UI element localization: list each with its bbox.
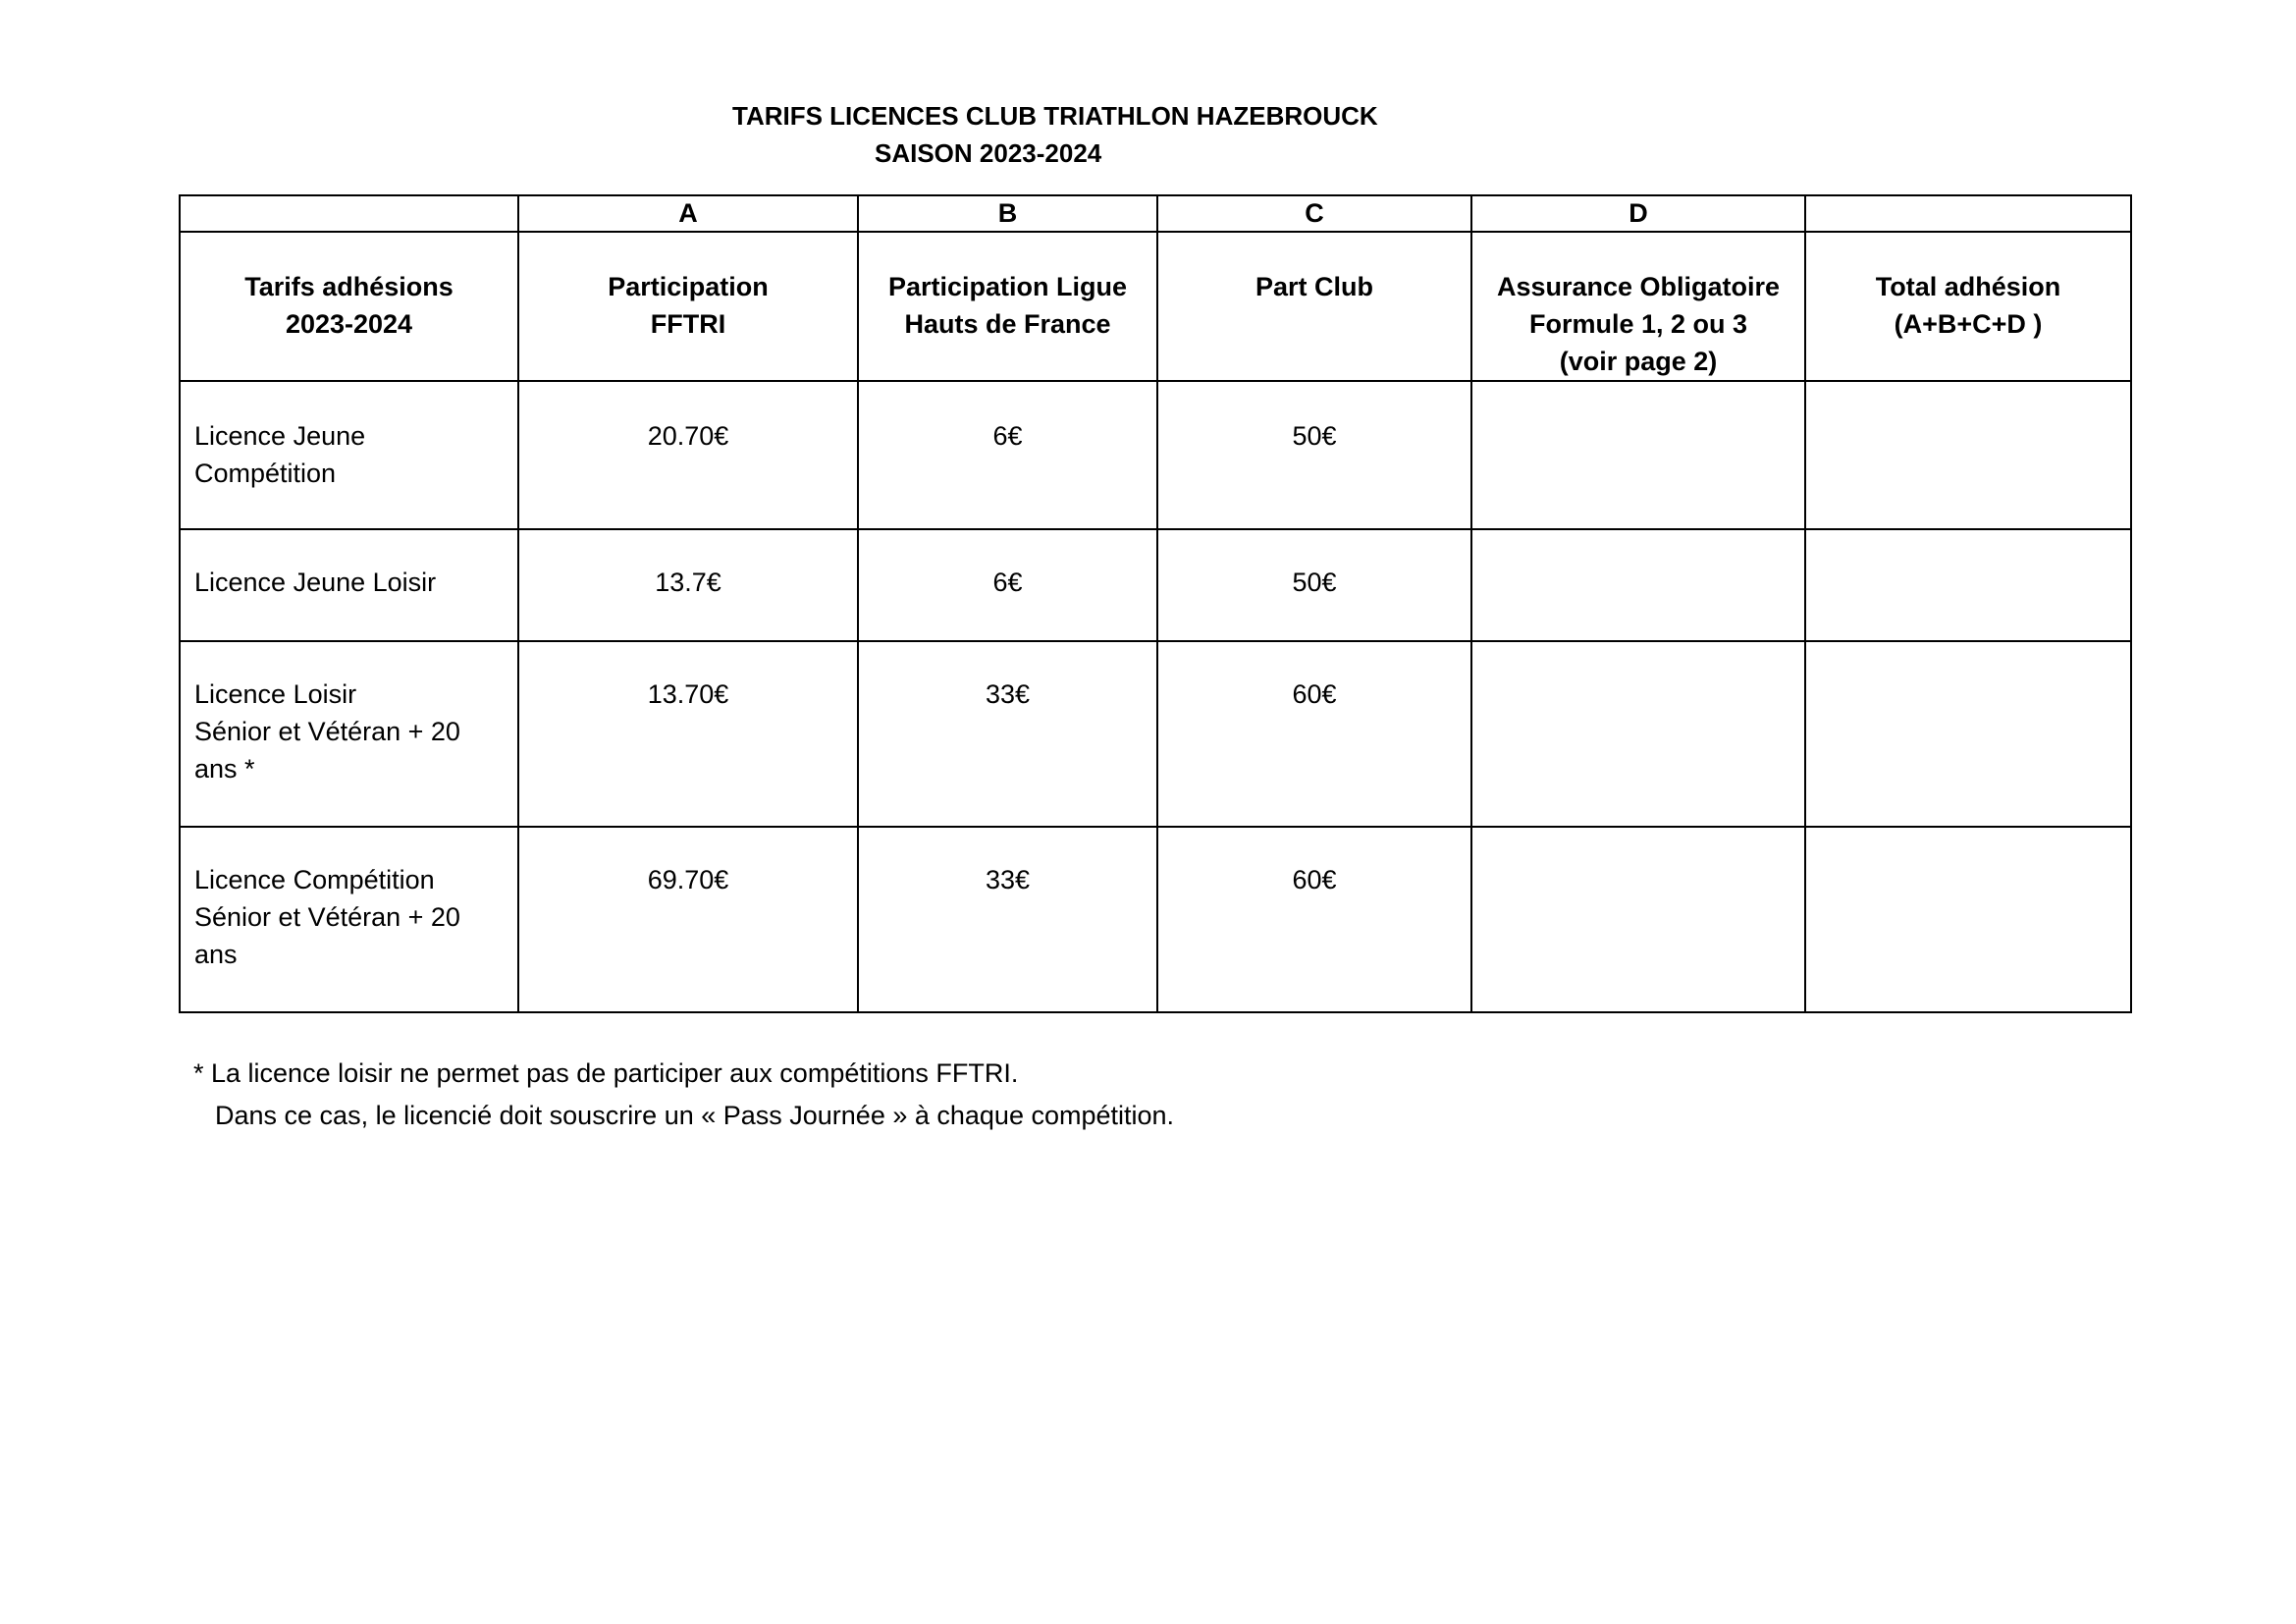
table-row (180, 529, 2131, 641)
page-title: TARIFS LICENCES CLUB TRIATHLON HAZEBROUCK (732, 101, 1378, 131)
row-label-line: Licence Jeune Loisir (194, 568, 437, 597)
cell-fftri: 69.70€ (518, 827, 858, 1012)
column-letter-cell: B (858, 195, 1157, 232)
cell-ligue: 6€ (858, 529, 1157, 641)
header-line: Part Club (1255, 272, 1373, 301)
footnote-continuation: Dans ce cas, le licencié doit souscrire un « Pass Journée » à chaque compétition. (215, 1101, 1175, 1130)
cell-club: 60€ (1157, 641, 1471, 827)
header-line: Participation Ligue (887, 272, 1128, 301)
cell-assurance (1471, 381, 1805, 529)
row-label-line: ans * (194, 754, 255, 784)
tarifs-table (179, 194, 2132, 1013)
cell-club: 60€ (1157, 827, 1471, 1012)
column-header-fftri (518, 232, 858, 381)
header-line: Hauts de France (904, 309, 1111, 339)
column-header-ligue (858, 232, 1157, 381)
cell-total (1805, 827, 2131, 1012)
row-label (180, 827, 518, 1012)
header-line: Participation (608, 272, 769, 301)
cell-ligue: 33€ (858, 827, 1157, 1012)
page-subtitle-season: SAISON 2023-2024 (875, 138, 1102, 168)
column-letter-cell: A (518, 195, 858, 232)
cell-fftri: 20.70€ (518, 381, 858, 529)
cell-ligue: 6€ (858, 381, 1157, 529)
cell-total (1805, 381, 2131, 529)
column-header-club (1157, 232, 1471, 381)
column-letter-cell (180, 195, 518, 232)
header-line: Formule 1, 2 ou 3 (1528, 309, 1748, 339)
row-label-line: ans (194, 940, 238, 969)
row-label-line: Sénior et Vétéran + 20 (194, 717, 460, 746)
table-row (180, 381, 2131, 529)
cell-assurance (1471, 641, 1805, 827)
cell-club: 50€ (1157, 529, 1471, 641)
column-header-row (180, 232, 2131, 381)
column-letter-cell (1805, 195, 2131, 232)
row-label (180, 529, 518, 641)
column-letter-cell: C (1157, 195, 1471, 232)
header-line: (voir page 2) (1559, 347, 1718, 376)
row-label-line: Sénior et Vétéran + 20 (194, 902, 460, 932)
row-label (180, 381, 518, 529)
footnote: * La licence loisir ne permet pas de participer aux compétitions FFTRI. (193, 1058, 1019, 1088)
header-line: 2023-2024 (285, 309, 413, 339)
header-line: Assurance Obligatoire (1496, 272, 1781, 301)
cell-total (1805, 641, 2131, 827)
table-row (180, 641, 2131, 827)
cell-club: 50€ (1157, 381, 1471, 529)
row-label-line: Compétition (194, 459, 337, 488)
row-label-line: Licence Loisir (194, 679, 357, 709)
cell-fftri: 13.7€ (518, 529, 858, 641)
header-line: (A+B+C+D ) (1894, 309, 2043, 339)
cell-assurance (1471, 529, 1805, 641)
row-label-line: Licence Jeune (194, 421, 366, 451)
row-label-line: Licence Compétition (194, 865, 435, 894)
cell-total (1805, 529, 2131, 641)
column-letter-cell: D (1471, 195, 1805, 232)
cell-ligue: 33€ (858, 641, 1157, 827)
table-row (180, 827, 2131, 1012)
header-line: Total adhésion (1875, 272, 2061, 301)
header-line: Tarifs adhésions (244, 272, 454, 301)
column-header-tarifs (180, 232, 518, 381)
column-header-assurance (1471, 232, 1805, 381)
cell-fftri: 13.70€ (518, 641, 858, 827)
column-header-total (1805, 232, 2131, 381)
cell-assurance (1471, 827, 1805, 1012)
column-letter-row (180, 195, 2131, 232)
row-label (180, 641, 518, 827)
header-line: FFTRI (650, 309, 726, 339)
